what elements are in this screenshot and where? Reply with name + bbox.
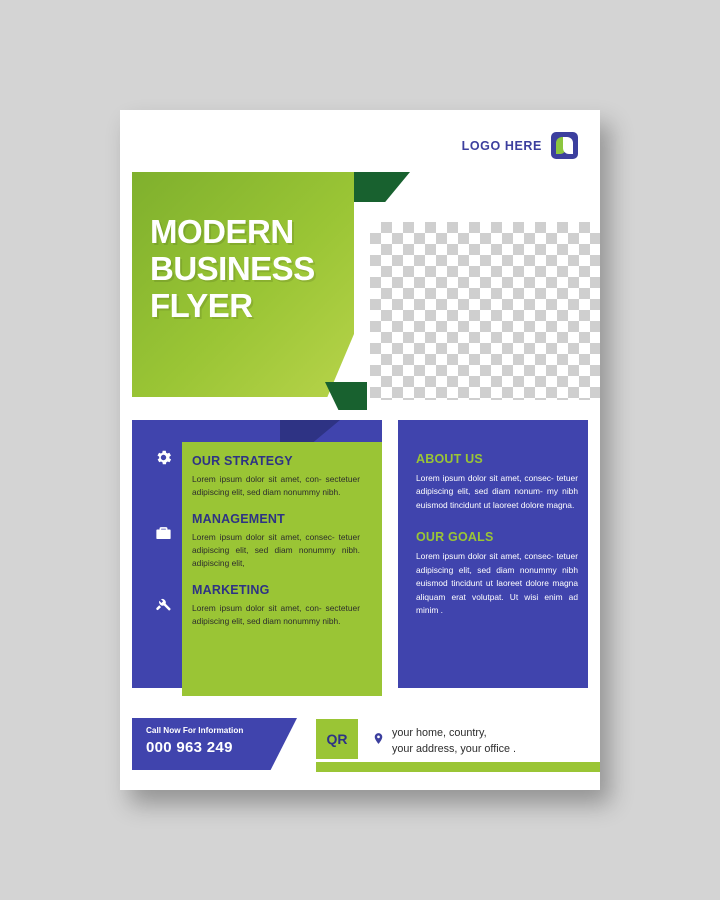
block-about-us-heading: ABOUT US <box>416 452 483 466</box>
block-our-goals-body: Lorem ipsum dolor sit amet, consec- tetuer adipiscing elit, sed diam nonummy nibh euismod tincidunt ut laoreet dolore magna aliquam erat volutpat. Ut wisi enim ad minim . <box>416 551 578 616</box>
block-strategy <box>192 454 374 499</box>
block-management <box>192 512 374 570</box>
briefcase-icon <box>146 524 180 594</box>
tools-icon <box>146 594 180 670</box>
block-strategy-heading: OUR STRATEGY <box>192 454 293 468</box>
block-management-heading: MANAGEMENT <box>192 512 285 527</box>
flyer-footer <box>120 710 600 790</box>
leaf-logo-icon <box>551 132 578 159</box>
right-panel-text <box>416 452 578 636</box>
logo-text: LOGO HERE <box>461 138 542 153</box>
block-management-body: Lorem ipsum dolor sit amet, consec- tetuer adipiscing elit, sed diam nonummy nibh. adipiscing elit, <box>192 532 360 569</box>
footer-green-bar <box>316 762 600 772</box>
phone-number: 000 963 249 <box>146 739 233 756</box>
image-placeholder <box>370 222 600 400</box>
leaf-shape-right <box>563 137 573 154</box>
hero-accent-tab-bottom <box>325 382 367 410</box>
block-marketing-body: Lorem ipsum dolor sit amet, con- sectetuer adipiscing elit, sed diam nonummy nibh. <box>192 603 360 627</box>
block-strategy-body: Lorem ipsum dolor sit amet, con- sectetuer adipiscing elit, sed diam nonummy nibh. <box>192 474 360 498</box>
flyer-page <box>120 110 600 790</box>
flyer-header <box>120 110 600 172</box>
green-card-text <box>192 454 374 641</box>
address-block <box>392 725 516 757</box>
block-about-us-body: Lorem ipsum dolor sit amet, consec- tetuer adipiscing elit, sed diam nonum- my nibh euismod tincidunt ut laoreet dolore magna. <box>416 473 578 510</box>
block-marketing-heading: MARKETING <box>192 583 270 598</box>
map-pin-icon <box>372 731 385 749</box>
content-section <box>120 420 600 700</box>
logo-block <box>462 132 578 159</box>
block-about-us <box>416 452 578 512</box>
address-line-1: your home, country, <box>392 727 487 739</box>
page-title: MODERN BUSINESS FLYER <box>150 213 315 324</box>
block-our-goals-heading: OUR GOALS <box>416 530 494 545</box>
call-now-label: Call Now For Information <box>146 726 244 735</box>
address-line-2: your address, your office . <box>392 743 517 756</box>
block-our-goals <box>416 530 578 617</box>
qr-code-badge: QR <box>316 719 358 759</box>
gear-icon <box>146 448 180 524</box>
icon-column <box>146 448 180 670</box>
hero-section <box>120 172 600 402</box>
block-marketing <box>192 583 374 628</box>
hero-accent-tab-top <box>348 172 410 202</box>
